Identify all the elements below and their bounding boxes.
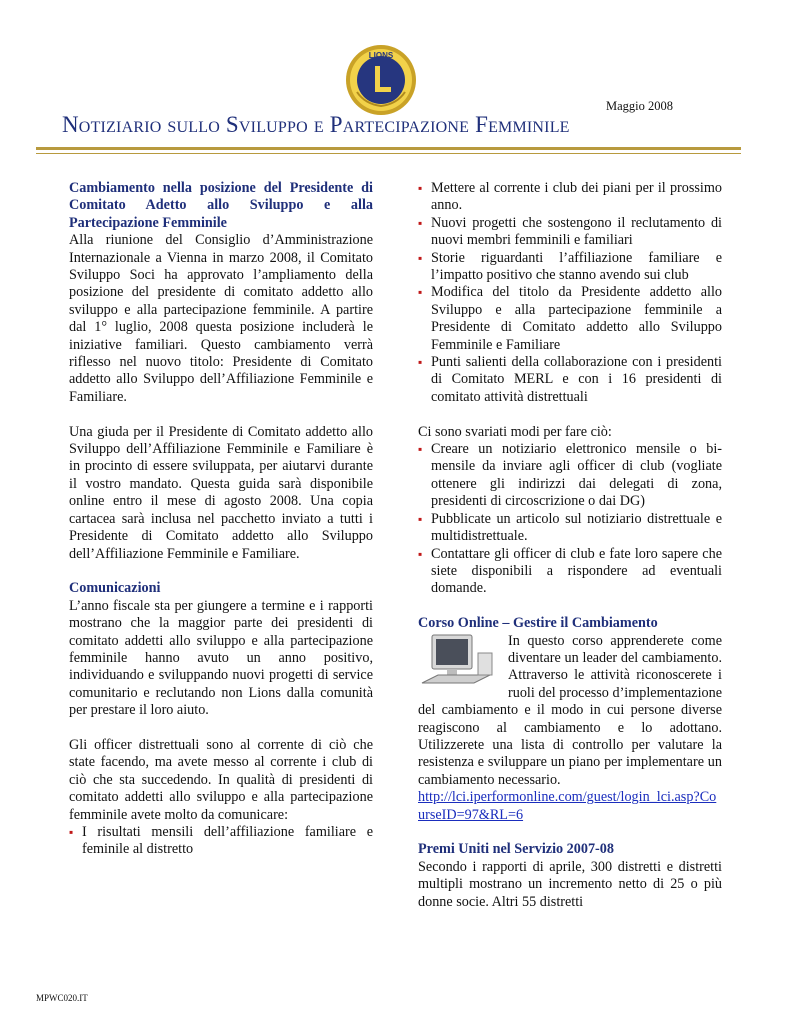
paragraph: L’anno fiscale sta per giungere a termine e i rapporti mostrano che la maggior parte dei presidenti di comitato addetti allo sviluppo e alla partecipazione femminile hanno avuto un anno positivo, individuando e sviluppando nuovi progetti di service comunitario e reclutando non Lions dalla comunità per prestare il loro aiuto. bbox=[69, 597, 373, 719]
list-item: ▪ Mettere al corrente i club dei piani per il prossimo anno. bbox=[418, 180, 722, 214]
bullet-icon: ▪ bbox=[69, 824, 74, 839]
list-item: ▪ Storie riguardanti l’affiliazione familiare e l’impatto positivo che stanno avendo sui club bbox=[418, 249, 722, 284]
paragraph: Una giuda per il Presidente di Comitato addetto allo Sviluppo dell’Affiliazione Femminile e Familiare è in procinto di essere sviluppata, per aiutarvi durante il vostro mandato. Questa guida sarà disponibile online entro il mese di agosto 2008. Una copia cartacea sarà inclusa nel pacchetto inviato a tutti i Presidente di Comitato addetto allo Sviluppo dell’Affiliazione Femminile e Familiare. bbox=[69, 423, 373, 562]
bullet-list bbox=[69, 824, 373, 859]
list-item: ▪ Nuovi progetti che sostengono il reclutamento di nuovi membri femminili e familiari bbox=[418, 214, 722, 249]
section-heading: Premi Uniti nel Servizio 2007-08 bbox=[418, 841, 614, 858]
list-item: ▪ I risultati mensili dell’affiliazione familiare e feminile al distretto bbox=[69, 823, 373, 858]
bullet-list bbox=[418, 180, 722, 406]
bullet-icon: ▪ bbox=[418, 546, 423, 561]
bullet-icon: ▪ bbox=[418, 181, 423, 195]
paragraph: Alla riunione del Consiglio d’Amministrazione Internazionale a Vienna in marzo 2008, il Comitato Sviluppo Soci ha approvato l’ampliamento della posizione del presidente di comitato addetto allo sviluppo e alla partecipazione femminile. A partire dal 1° luglio, 2008 questa posizione includerà le iniziative familiari. Questo cambiamento verrà riflesso nel nuovo titolo: Presidente di Comitato addetto allo Sviluppo dell’Affiliazione Femminile e Familiare. bbox=[69, 232, 373, 405]
list-item: ▪ Contattare gli officer di club e fate loro sapere che siete disponibili a rispondere ad eventuali domande. bbox=[418, 545, 722, 597]
bullet-icon: ▪ bbox=[418, 511, 423, 526]
bullet-icon: ▪ bbox=[418, 215, 423, 230]
section-heading: Cambiamento nella posizione del Presidente di Comitato Adetto allo Sviluppo e alla Partecipazione Femminile bbox=[69, 180, 373, 231]
page-title: Notiziario sullo Sviluppo e Partecipazione Femminile bbox=[62, 112, 570, 137]
bullet-icon: ▪ bbox=[418, 285, 423, 300]
list-item: ▪ Modifica del titolo da Presidente addetto allo Sviluppo e alla partecipazione femminile a Presidente di Comitato addetto allo Sviluppo Femminile e Familiare bbox=[418, 284, 722, 353]
lions-logo bbox=[345, 44, 417, 116]
right-column bbox=[418, 180, 722, 911]
left-column bbox=[69, 180, 373, 859]
computer-icon bbox=[418, 633, 498, 691]
list-item: ▪ Punti salienti della collaborazione con i presidenti di Comitato MERL e con i 16 presidenti di comitato attività distrettuali bbox=[418, 354, 722, 405]
logo-text: LIONS bbox=[368, 51, 394, 60]
list-item: ▪ Pubblicate un articolo sul notiziario distrettuale e multidistrettuale. bbox=[418, 510, 722, 545]
list-item: ▪ Creare un notiziario elettronico mensile o bi-mensile da inviare agli officer di club (vogliate ottenere gli indirizzi dai delegati di zona, presidenti di circoscrizione o dai DG) bbox=[418, 441, 722, 510]
issue-date: Maggio 2008 bbox=[605, 99, 673, 113]
footer-code: MPWC020.IT bbox=[36, 993, 88, 1003]
bullet-icon: ▪ bbox=[418, 355, 423, 370]
paragraph: In questo corso apprenderete come diventare un leader del cambiamento. Attraverso le attività riconoscerete i ruoli del processo d’implementazione del cambiamento e il modo in cui persone diverse reagiscono al cambiamento e lo adottano. Utilizzerete una lista di controllo per valutare la resistenza e sviluppare un piano per implementare un cambiamento necessario. bbox=[418, 632, 722, 788]
paragraph: Ci sono svariati modi per fare ciò: bbox=[418, 423, 612, 440]
title-rule-thin bbox=[36, 153, 741, 154]
title-rule bbox=[36, 147, 741, 150]
section-heading: Corso Online – Gestire il Cambiamento bbox=[418, 615, 658, 632]
paragraph: Secondo i rapporti di aprile, 300 distretti e distretti multipli mostrano un incremento netto di 25 o più donne socie. Altri 55 distretti bbox=[418, 858, 722, 910]
bullet-icon: ▪ bbox=[418, 442, 423, 457]
section-heading: Comunicazioni bbox=[69, 580, 161, 597]
course-link[interactable]: http://lci.iperformonline.com/guest/login_lci.asp?CourseID=97&RL=6 bbox=[418, 789, 717, 823]
bullet-icon: ▪ bbox=[418, 250, 423, 265]
bullet-list bbox=[418, 441, 722, 598]
paragraph: Gli officer distrettuali sono al corrente di ciò che state facendo, ma avete messo al corrente i club di ciò che sta succedendo. In qualità di presidenti di comitato addetti allo sviluppo e alla partecipazione femminile avete molto da comunicare: bbox=[69, 736, 373, 823]
